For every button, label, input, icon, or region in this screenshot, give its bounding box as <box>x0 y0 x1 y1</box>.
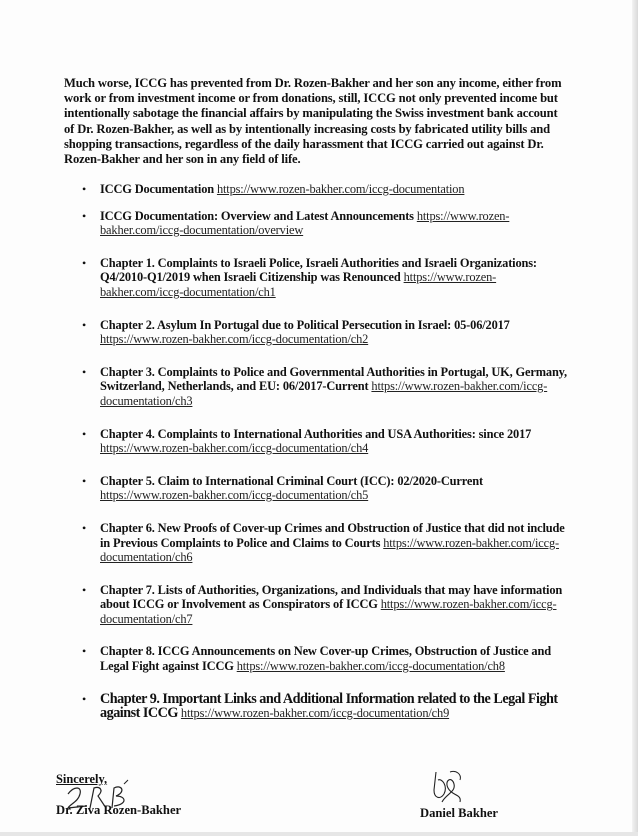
item-link[interactable]: https://www.rozen-bakher.com/iccg-documentation/ch3 <box>100 379 548 408</box>
item-title: Chapter 5. Claim to International Criminal Court (ICC): 02/2020-Current <box>100 473 483 488</box>
item-link[interactable]: https://www.rozen-bakher.com/iccg-documentation <box>216 182 465 196</box>
intro-paragraph: Much worse, ICCG has prevented from Dr. Rozen-Bakher and her son any income, either from work or from investment income or from donations, still, ICCG not only prevented income but intentionally sabotage the financial affairs by manipulating the Swiss investment bank account of Dr. Rozen-Bakher, as well as by intentionally increasing costs by fabricated utility bills and shopping transactions, regardless of the daily harassment that ICCG carried out against Dr. Rozen-Bakher and her son in any field of life. <box>64 76 562 167</box>
item-link[interactable]: https://www.rozen-bakher.com/iccg-documentation/ch6 <box>100 535 559 565</box>
list-item-chapter-8 <box>64 644 574 673</box>
bullet-icon: • <box>82 255 87 270</box>
item-title: ICCG Documentation: Overview and Latest Announcements <box>100 208 414 223</box>
item-title: Chapter 8. ICCG Announcements on New Cover-up Crimes, Obstruction of Justice and Legal Fight against ICCG <box>100 644 551 674</box>
item-link[interactable]: https://www.rozen-bakher.com/iccg-documentation/overview <box>100 208 510 238</box>
item-title: Chapter 1. Complaints to Israeli Police, Israeli Authorities and Israeli Organizations: Q4/2010-Q1/2019 when Israeli Citizenship was Renounced <box>100 255 537 285</box>
item-link[interactable]: https://www.rozen-bakher.com/iccg-documentation/ch7 <box>100 597 557 626</box>
item-title: ICCG Documentation <box>100 182 214 196</box>
bullet-icon: • <box>82 182 87 196</box>
signature-block-right <box>412 766 532 822</box>
list-item-chapter-5 <box>64 474 574 503</box>
list-item-chapter-3 <box>64 365 574 409</box>
documentation-link-list <box>64 182 574 721</box>
bullet-icon: • <box>82 644 87 659</box>
item-title: Chapter 7. Lists of Authorities, Organizations, and Individuals that may have information about ICCG or Involvement as Conspirators of ICCG <box>100 582 563 612</box>
item-title: Chapter 4. Complaints to International Authorities and USA Authorities: since 2017 <box>100 426 532 441</box>
list-item-chapter-7 <box>64 583 574 627</box>
bullet-icon: • <box>82 473 87 488</box>
bullet-icon: • <box>82 208 87 223</box>
item-link[interactable]: https://www.rozen-bakher.com/iccg-documentation/ch2 <box>100 332 369 347</box>
bullet-icon: • <box>82 364 87 379</box>
item-title: Chapter 6. New Proofs of Cover-up Crimes and Obstruction of Justice that did not include in Previous Complaints to Police and Claims to Courts <box>100 520 565 550</box>
signer-name-left: Dr. Ziva Rozen-Bakher <box>56 803 182 817</box>
list-item-chapter-1 <box>64 256 574 300</box>
list-item-chapter-4 <box>64 427 574 456</box>
item-link[interactable]: https://www.rozen-bakher.com/iccg-documentation/ch8 <box>236 659 505 674</box>
signer-name-right: Daniel Bakher <box>420 806 499 820</box>
list-item-iccg-documentation <box>64 182 574 197</box>
item-link[interactable]: https://www.rozen-bakher.com/iccg-documentation/ch5 <box>100 488 369 503</box>
scan-edge-bottom <box>0 832 638 836</box>
list-item-chapter-9 <box>64 692 574 721</box>
bullet-icon: • <box>82 691 87 706</box>
item-title: Chapter 3. Complaints to Police and Governmental Authorities in Portugal, UK, Germany, Switzerland, Netherlands, and EU: 06/2017-Current <box>100 364 567 394</box>
list-item-overview <box>64 209 574 238</box>
handwritten-signature-icon <box>426 766 470 806</box>
item-link[interactable]: https://www.rozen-bakher.com/iccg-documentation/ch1 <box>100 270 497 299</box>
bullet-icon: • <box>82 317 87 332</box>
signature-block-left <box>56 772 276 822</box>
item-title: Chapter 9. Important Links and Additional Information related to the Legal Fight against ICCG <box>100 690 558 722</box>
item-title: Chapter 2. Asylum In Portugal due to Political Persecution in Israel: 05-06/2017 <box>100 317 510 332</box>
item-link[interactable]: https://www.rozen-bakher.com/iccg-documentation/ch4 <box>100 441 369 456</box>
item-link[interactable]: https://www.rozen-bakher.com/iccg-documentation/ch9 <box>180 706 450 721</box>
list-item-chapter-2 <box>64 318 574 347</box>
bullet-icon: • <box>82 582 87 597</box>
scan-edge <box>632 0 638 836</box>
list-item-chapter-6 <box>64 521 574 565</box>
bullet-icon: • <box>82 520 87 535</box>
sincerely-text: Sincerely, <box>56 772 108 786</box>
bullet-icon: • <box>82 426 87 441</box>
